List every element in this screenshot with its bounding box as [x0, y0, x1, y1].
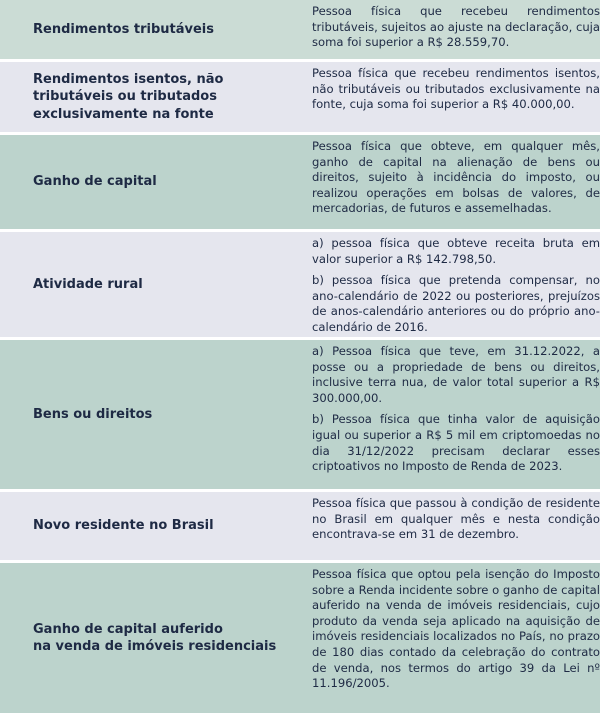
table-row	[0, 135, 600, 232]
category-cell	[0, 0, 282, 59]
category-cell	[0, 563, 282, 713]
category-cell	[0, 62, 282, 132]
description-item-b: b) Pessoa física que tinha valor de aquisição igual ou superior a R$ 5 mil em criptomoedas no dia 31/12/2022 precisam declarar esses criptoativos no Imposto de Renda de 2023.	[312, 412, 600, 474]
table-row	[0, 232, 600, 340]
category-label: Novo residente no Brasil	[33, 518, 214, 534]
description-item-a: a) Pessoa física que teve, em 31.12.2022, a posse ou a propriedade de bens ou direitos, inclusive terra nua, de valor total superior a R$ 300.000,00.	[312, 344, 600, 405]
table-row	[0, 0, 600, 62]
table-row	[0, 340, 600, 492]
category-cell	[0, 135, 282, 229]
description-item-b: b) pessoa física que pretenda compensar, no ano-calendário de 2022 ou posteriores, prejuízos de anos-calendário anteriores ou do próprio ano-calendário de 2016.	[312, 273, 600, 334]
description-text: Pessoa física que passou à condição de residente no Brasil em qualquer mês e nesta condição encontrava-se em 31 de dezembro.	[312, 496, 600, 542]
description-text: Pessoa física que obteve, em qualquer mês, ganho de capital na alienação de bens ou direitos, sujeito à incidência do imposto, ou realizou operações em bolsas de valores, de mercadorias, de futuros e assemelhadas.	[312, 139, 600, 216]
description-cell	[312, 0, 600, 59]
table-row	[0, 62, 600, 135]
category-cell	[0, 232, 282, 337]
category-label: Rendimentos isentos, não tributáveis ou tributados exclusivamente na fonte	[33, 71, 224, 122]
table-row	[0, 563, 600, 716]
category-label: Ganho de capital auferido na venda de imóveis residenciais	[33, 621, 277, 654]
category-label: Atividade rural	[33, 276, 143, 292]
category-label: Rendimentos tributáveis	[33, 21, 214, 37]
description-cell	[312, 340, 600, 489]
description-cell	[312, 62, 600, 132]
category-label: Ganho de capital	[33, 174, 157, 190]
category-cell	[0, 492, 282, 560]
description-cell	[312, 232, 600, 337]
description-cell	[312, 135, 600, 229]
category-cell	[0, 340, 282, 489]
description-text: Pessoa física que optou pela isenção do Imposto sobre a Renda incidente sobre o ganho de capital auferido na venda de imóveis residenciais, cujo produto da venda seja aplicado na aquisição de imóveis residenciais localizados no País, no prazo de 180 dias contado da celebração do contrato de venda, nos termos do artigo 39 da Lei nº 11.196/2005.	[312, 567, 600, 691]
description-text: Pessoa física que recebeu rendimentos tributáveis, sujeitos ao ajuste na declaração, cuja soma foi superior a R$ 28.559,70.	[312, 4, 600, 50]
description-text: Pessoa física que recebeu rendimentos isentos, não tributáveis ou tributados exclusivamente na fonte, cuja soma foi superior a R$ 40.000,00.	[312, 66, 600, 112]
description-cell	[312, 563, 600, 713]
table-row	[0, 492, 600, 563]
description-item-a: a) pessoa física que obteve receita bruta em valor superior a R$ 142.798,50.	[312, 236, 600, 266]
description-cell	[312, 492, 600, 560]
category-label: Bens ou direitos	[33, 406, 153, 422]
